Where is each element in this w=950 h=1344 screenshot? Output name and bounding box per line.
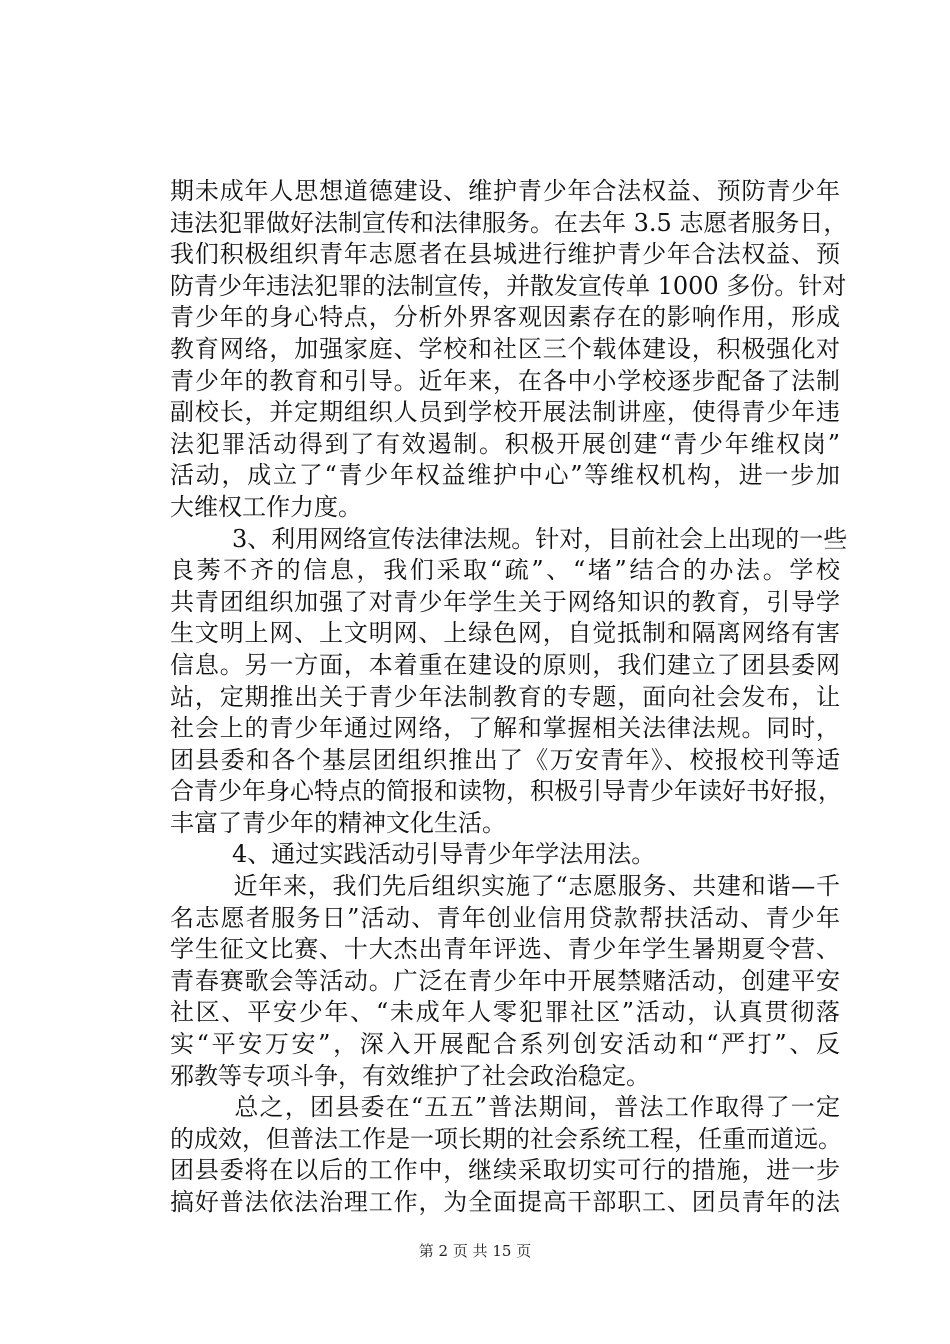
- text-line: 丰富了青少年的精神文化生活。: [170, 808, 506, 837]
- text-line: 社会上的青少年通过网络，了解和掌握相关法律法规。同时，: [170, 714, 840, 743]
- text-line: 站，定期推出关于青少年法制教育的专题，面向社会发布，让: [170, 682, 840, 711]
- text-line: 青春赛歌会等活动。广泛在青少年中开展禁赌活动，创建平安: [170, 966, 840, 995]
- text-line: 总之，团县委在“五五”普法期间，普法工作取得了一定: [184, 1093, 840, 1122]
- text-line: 团县委和各个基层团组织推出了《万安青年》、校报校刊等适: [170, 745, 840, 774]
- text-line: 的成效，但普法工作是一项长期的社会系统工程，任重而道远。: [170, 1124, 842, 1153]
- text-line: 近年来，我们先后组织实施了“志愿服务、共建和谐—千: [184, 872, 840, 901]
- text-line: 社区、平安少年、“未成年人零犯罪社区”活动，认真贯彻落: [170, 998, 840, 1027]
- text-line: 信息。另一方面，本着重在建设的原则，我们建立了团县委网: [170, 650, 840, 679]
- text-line: 副校长，并定期组织人员到学校开展法制讲座，使得青少年违: [170, 398, 840, 427]
- text-line: 名志愿者服务日”活动、青年创业信用贷款帮扶活动、青少年: [170, 903, 840, 932]
- text-line: 期未成年人思想道德建设、维护青少年合法权益、预防青少年: [170, 177, 840, 205]
- page-footer: 第 2 页 共 15 页: [418, 1242, 532, 1260]
- text-line: 生文明上网、上文明网、上绿色网，自觉抵制和隔离网络有害: [170, 619, 840, 648]
- text-line: 青少年的教育和引导。近年来，在各中小学校逐步配备了法制: [170, 366, 840, 395]
- text-line: 学生征文比赛、十大杰出青年评选、青少年学生暑期夏令营、: [170, 935, 840, 964]
- text-line: 邪教等专项斗争，有效维护了社会政治稳定。: [170, 1061, 650, 1090]
- text-line: 实“平安万安”，深入开展配合系列创安活动和“严打”、反: [170, 1030, 840, 1059]
- text-line: 防青少年违法犯罪的法制宣传，并散发宣传单 1000 多份。针对: [170, 271, 847, 300]
- text-line: 青少年的身心特点，分析外界客观因素存在的影响作用，形成: [170, 303, 840, 332]
- document-body: [170, 176, 848, 1219]
- text-line: 法犯罪活动得到了有效遏制。积极开展创建“青少年维权岗”: [170, 429, 840, 458]
- text-line: 团县委将在以后的工作中，继续采取切实可行的措施，进一步: [170, 1156, 840, 1185]
- text-line: 搞好普法依法治理工作，为全面提高干部职工、团员青年的法: [170, 1188, 840, 1216]
- text-line: 3、利用网络宣传法律法规。针对，目前社会上出现的一些: [184, 524, 848, 553]
- text-line: 4、通过实践活动引导青少年学法用法。: [184, 840, 656, 869]
- text-line: 教育网络，加强家庭、学校和社区三个载体建设，积极强化对: [170, 334, 840, 363]
- text-line: 良莠不齐的信息，我们采取“疏”、“堵”结合的办法。学校: [170, 556, 840, 585]
- text-line: 活动，成立了“青少年权益维护中心”等维权机构，进一步加: [170, 461, 840, 490]
- text-line: 共青团组织加强了对青少年学生关于网络知识的教育，引导学: [170, 587, 840, 616]
- text-line: 大维权工作力度。: [170, 492, 362, 521]
- text-line: 我们积极组织青年志愿者在县城进行维护青少年合法权益、预: [170, 240, 840, 269]
- text-line: 合青少年身心特点的简报和读物，积极引导青少年读好书好报，: [170, 777, 842, 806]
- text-line: 违法犯罪做好法制宣传和法律服务。在去年 3.5 志愿者服务日，: [170, 208, 848, 237]
